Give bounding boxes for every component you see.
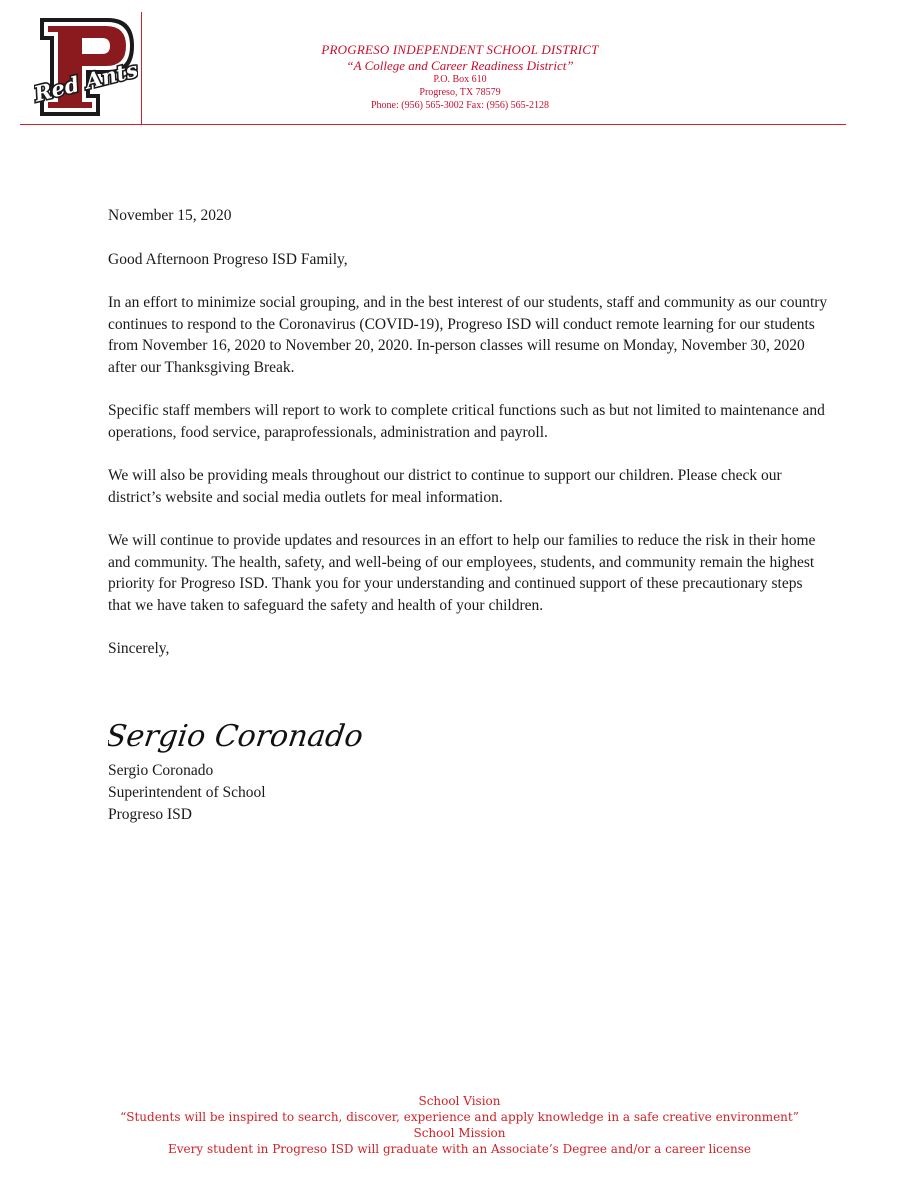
mission-statement: Every student in Progreso ISD will graduate with an Associate’s Degree and/or a career license [168, 1142, 751, 1156]
letterhead [260, 42, 660, 112]
signer-block [108, 760, 266, 826]
vision-statement: “Students will be inspired to search, discover, experience and apply knowledge in a safe creative environment” [120, 1110, 799, 1124]
red-ants-logo [34, 12, 138, 122]
letterhead-vertical-rule [141, 12, 142, 124]
letter-closing: Sincerely, [108, 640, 170, 657]
letter-date: November 15, 2020 [108, 207, 232, 224]
phone-fax: Phone: (956) 565-3002 Fax: (956) 565-2128 [370, 100, 550, 111]
signer-title: Superintendent of School [108, 784, 266, 801]
paragraph-remote-learning: In an effort to minimize social grouping, and in the best interest of our students, staff and community as our country continues to respond to the Coronavirus (COVID-19), Progreso ISD will conduct remote learning for our students from November 16, 2020 to November 20, 2020. In-person classes will resume on Monday, November 30, 2020 after our Thanksgiving Break. [108, 294, 828, 376]
signer-organization: Progreso ISD [108, 806, 192, 823]
letter-body [108, 205, 828, 682]
handwritten-signature [108, 708, 368, 762]
signature-text: Sergio Coronado [108, 719, 366, 754]
letter-greeting: Good Afternoon Progreso ISD Family, [108, 250, 348, 268]
mission-label: School Mission [413, 1126, 506, 1140]
signer-name: Sergio Coronado [108, 762, 214, 779]
paragraph-meals: We will also be providing meals throughout our district to continue to support our children. Please check our district’s website and social media outlets for meal information. [108, 467, 782, 506]
po-box: P.O. Box 610 [433, 74, 487, 85]
vision-label: School Vision [418, 1094, 501, 1108]
paragraph-updates: We will continue to provide updates and resources in an effort to help our families to reduce the risk in their home and community. The health, safety, and well-being of our employees, students, and community remain the highest priority for Progreso ISD. Thank you for your understanding and continued support of these precautionary steps that we have taken to safeguard the safety and health of your children. [108, 532, 816, 614]
district-motto: “A College and Career Readiness District” [346, 58, 574, 73]
paragraph-staff: Specific staff members will report to work to complete critical functions such as but not limited to maintenance and operations, food service, paraprofessionals, administration and payroll. [108, 402, 825, 441]
district-name: PROGRESO INDEPENDENT SCHOOL DISTRICT [321, 42, 599, 57]
svg-text:Red Ants: Red Ants [34, 56, 138, 107]
letterhead-horizontal-rule [20, 124, 846, 125]
city-state-zip: Progreso, TX 78579 [419, 87, 501, 98]
footer [0, 1093, 919, 1157]
